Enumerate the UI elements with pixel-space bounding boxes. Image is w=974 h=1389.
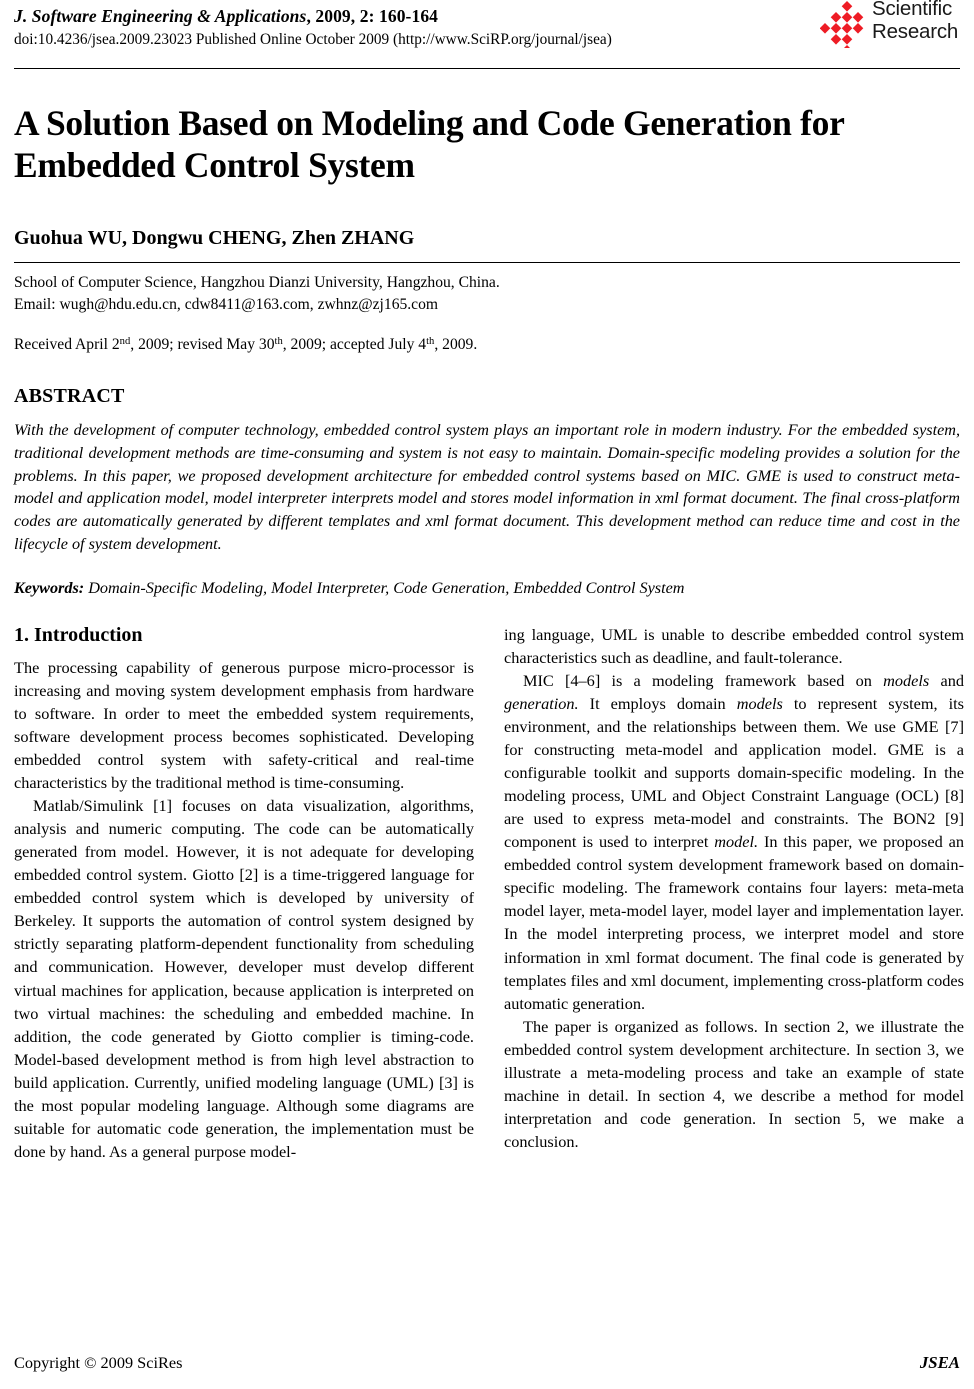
accepted-label: , 2009; accepted July 4 [282, 336, 427, 354]
author-divider [14, 262, 960, 263]
logo-line-scientific: Scientific [872, 0, 953, 20]
left-column [14, 623, 474, 1285]
paragraph: The processing capability of generous purpose micro-processor is increasing and moving system development emphasis from hardware to software. In order to meet the embedded system requirements, software development process becomes sophisticated. Developing embedded control system with safety-critical and real-time characteristics by the traditional method is time-consuming. [14, 657, 474, 793]
journal-name: J. Software Engineering & Applications [14, 6, 307, 26]
abstract-text: With the development of computer technology, embedded control system plays an important role in modern industry. For the embedded system, traditional development methods are time-consuming and system is not easy to maintain. Domain-specific modeling provides a solution for the problems. In this paper, we proposed development architecture for embedded control systems based on MIC. GME is used to construct meta-model and application model, model interpreter interprets model and stores model information in xml format document. The final cross-platform codes are automatically generated by different templates and xml format document. This development method can reduce time and cost in the lifecycle of system development. [14, 421, 960, 553]
logo-line-research: Research [872, 19, 959, 43]
keywords-text: Domain-Specific Modeling, Model Interpreter, Code Generation, Embedded Control System [88, 579, 685, 598]
dates-tail: , 2009. [434, 336, 478, 354]
header-divider [14, 68, 960, 69]
received-label: Received April 2 [14, 336, 120, 354]
paragraph-run: MIC [4–6] is a modeling framework based on [523, 670, 884, 690]
emphasis-term: model. [714, 832, 759, 852]
revised-label: , 2009; revised May 30 [130, 336, 275, 354]
submission-dates [14, 334, 960, 356]
page-title: A Solution Based on Modeling and Code Generation for Embedded Control System [14, 103, 844, 185]
paragraph-run: It employs domain [578, 694, 737, 714]
masthead [14, 0, 960, 62]
email-line: Email: wugh@hdu.edu.cn, cdw8411@163.com, zwhnz@zj165.com [14, 295, 439, 313]
emphasis-term: generation. [504, 694, 579, 714]
paragraph-mic [504, 669, 964, 1015]
section-heading-introduction: 1. Introduction [14, 623, 143, 646]
paragraph-run: to represent system, its environment, and the relationships between them. We use GME [7] for constructing meta-model and application model. GME is a configurable toolkit and supports domain-specific modeling. In the modeling process, UML and Object Constraint Language (OCL) [8] are used to express meta-model and constraints. The BON2 [9] component is used to interpret [504, 694, 964, 852]
affiliation-line: School of Computer Science, Hangzhou Dianzi University, Hangzhou, China. [14, 273, 500, 291]
emphasis-term: models [736, 694, 783, 714]
paragraph: Matlab/Simulink [1] focuses on data visualization, algorithms, analysis and numeric computing. The code can be automatically generated from model. However, it is not adequate for developing embedded control system. Giotto [2] is a time-triggered language for embedded control system which is developed by university of Berkeley. It supports the automation of control system designed by strictly separating platform-dependent functionality from scheduling and communication. However, developer must develop different virtual machines for application, because application is interpreted on two virtual machines: the scheduling and embedded machine. In addition, the code generated by Giotto complier is timing-code. Model-based development method is from high level abstraction to build application. Currently, unified modeling language (UML) [3] is the most popular modeling language. Although some diagrams are suitable for automatic code generation, the implementation must be done by hand. As a general purpose model- [14, 796, 474, 1161]
copyright-text: Copyright © 2009 SciRes [14, 1353, 183, 1372]
paragraph-run: and [929, 670, 964, 690]
paragraph-run: In this paper, we proposed an embedded control system development framework based on domain-specific modeling. The framework contains four layers: meta-meta model layer, meta-model layer, model layer and implementation layer. In the model interpreting process, we interpret model and store information in xml format document. The final code is generated by templates files and xml document, implementing cross-platform codes automatic generation. [504, 832, 964, 1013]
accepted-ordinal: th [426, 336, 435, 348]
scientific-research-logo [820, 0, 960, 52]
journal-abbreviation: JSEA [919, 1353, 960, 1372]
keywords-label: Keywords [14, 579, 79, 598]
revised-ordinal: th [274, 336, 283, 348]
author-list: Guohua WU, Dongwu CHENG, Zhen ZHANG [14, 226, 415, 249]
body-columns [14, 623, 964, 1285]
right-column [504, 623, 964, 1285]
affiliation-block [14, 272, 960, 356]
page-footer [14, 1353, 960, 1373]
doi-line: doi:10.4236/jsea.2009.23023 Published Online October 2009 (http://www.SciRP.org/journal/jsea) [14, 30, 612, 48]
abstract-heading: ABSTRACT [14, 385, 125, 408]
keywords-line [14, 577, 960, 600]
journal-citation-line [14, 6, 960, 28]
logo-wordmark [872, 0, 958, 44]
journal-issue: , 2009, 2: 160-164 [306, 6, 439, 26]
paragraph: The paper is organized as follows. In section 2, we illustrate the embedded control system development architecture. In section 3, we illustrate a meta-modeling process and take an example of state machine in detail. In section 4, we describe a method for model interpretation and code generation. In section 5, we make a conclusion. [504, 1016, 964, 1151]
paragraph: ing language, UML is unable to describe embedded control system characteristics such as deadline, and fault-tolerance. [504, 624, 964, 667]
received-ordinal: nd [119, 336, 131, 348]
emphasis-term: models [883, 670, 930, 690]
keywords-separator: : [78, 579, 89, 598]
diamond-grid-icon [820, 0, 870, 48]
